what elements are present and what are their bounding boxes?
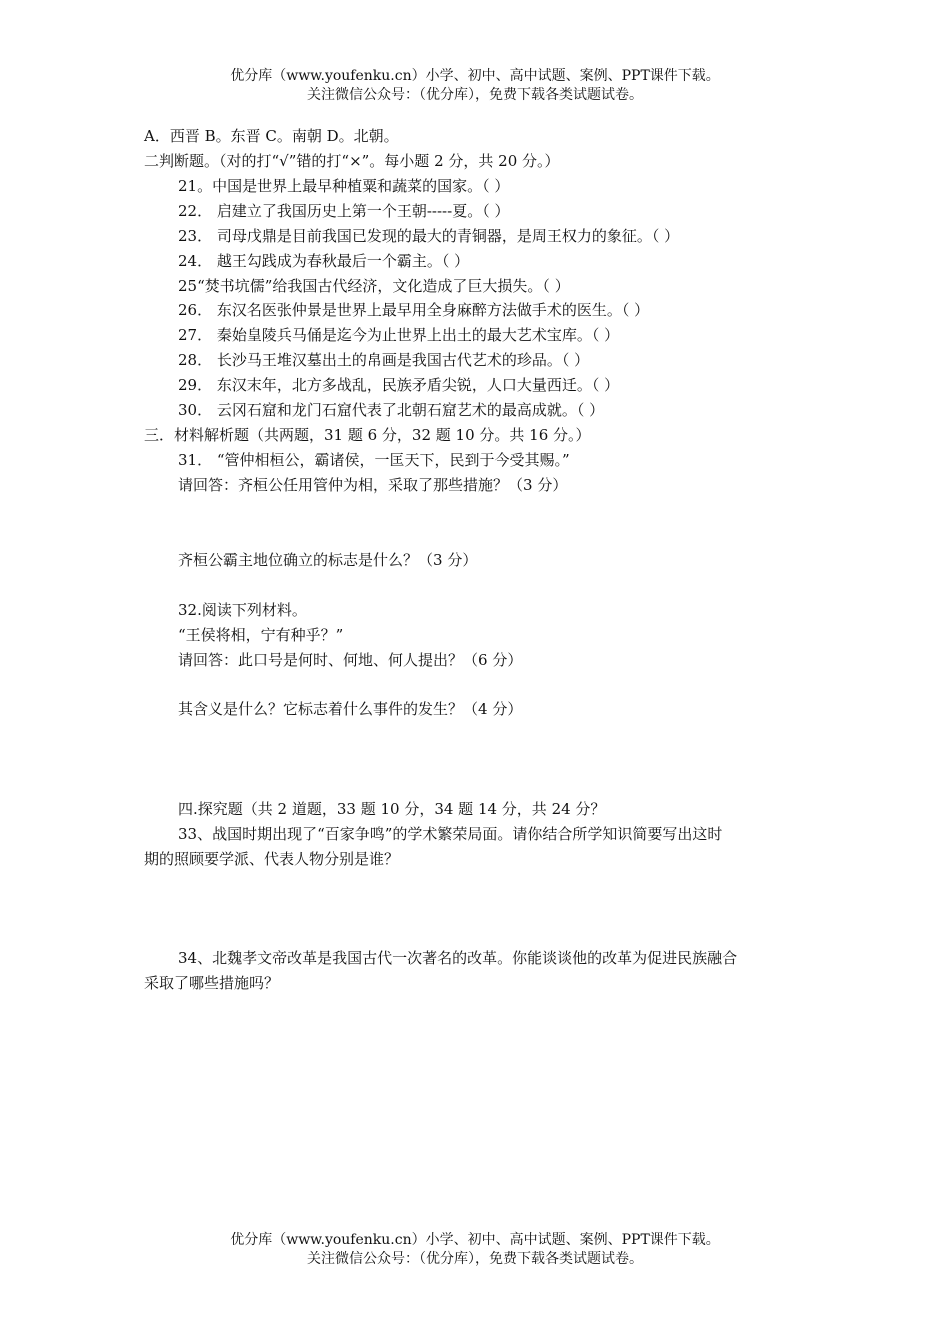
tf-question-21: 21。中国是世界上最早种植粟和蔬菜的国家。（ ） bbox=[178, 177, 510, 195]
footer-line-1: 优分库（www.youfenku.cn）小学、初中、高中试题、案例、PPT课件下载。 bbox=[230, 1232, 720, 1248]
section-3-title: 三．材料解析题（共两题，31 题 6 分，32 题 10 分。共 16 分。） bbox=[144, 426, 591, 444]
tf-question-26: 26． 东汉名医张仲景是世界上最早用全身麻醉方法做手术的医生。（ ） bbox=[178, 301, 650, 319]
q32-question-1: 请回答：此口号是何时、何地、何人提出？（6 分） bbox=[178, 651, 523, 669]
tf-question-24: 24． 越王勾践成为春秋最后一个霸主。（ ） bbox=[178, 252, 470, 270]
q33-line-1: 33、战国时期出现了“百家争鸣”的学术繁荣局面。请你结合所学知识简要写出这时 bbox=[178, 825, 723, 843]
tf-question-30: 30． 云冈石窟和龙门石窟代表了北朝石窟艺术的最高成就。（ ） bbox=[178, 401, 605, 419]
q32-quote: “王侯将相，宁有种乎？” bbox=[178, 626, 344, 644]
footer-line-2: 关注微信公众号：（优分库），免费下载各类试题试卷。 bbox=[307, 1251, 643, 1267]
tf-question-23: 23． 司母戊鼎是目前我国已发现的最大的青铜器，是周王权力的象征。（ ） bbox=[178, 227, 680, 245]
tf-question-29: 29． 东汉末年，北方多战乱，民族矛盾尖锐，人口大量西迁。（ ） bbox=[178, 376, 620, 394]
q32-intro: 32.阅读下列材料。 bbox=[178, 601, 307, 619]
tf-question-28: 28． 长沙马王堆汉墓出土的帛画是我国古代艺术的珍品。（ ） bbox=[178, 351, 590, 369]
q34-line-1: 34、北魏孝文帝改革是我国古代一次著名的改革。你能谈谈他的改革为促进民族融合 bbox=[178, 949, 738, 967]
section-4-title: 四.探究题（共 2 道题，33 题 10 分，34 题 14 分，共 24 分？ bbox=[178, 800, 606, 818]
tf-question-27: 27． 秦始皇陵兵马俑是迄今为止世界上出土的最大艺术宝库。（ ） bbox=[178, 326, 620, 344]
q31-quote: 31． “管仲相桓公，霸诸侯，一匡天下，民到于今受其赐。” bbox=[178, 451, 570, 469]
tf-question-25: 25“焚书坑儒”给我国古代经济，文化造成了巨大损失。（ ） bbox=[178, 277, 570, 295]
q34-line-2: 采取了哪些措施吗？ bbox=[144, 974, 280, 992]
q20-options: A．西晋 B。东晋 C。南朝 D。北朝。 bbox=[144, 127, 399, 145]
q32-question-2: 其含义是什么？它标志着什么事件的发生？（4 分） bbox=[178, 700, 523, 718]
section-2-title: 二判断题。（对的打“√”错的打“×”。每小题 2 分，共 20 分。） bbox=[144, 152, 560, 170]
header-line-1: 优分库（www.youfenku.cn）小学、初中、高中试题、案例、PPT课件下载。 bbox=[230, 68, 720, 84]
q31-question-2: 齐桓公霸主地位确立的标志是什么？（3 分） bbox=[178, 551, 478, 569]
tf-question-22: 22． 启建立了我国历史上第一个王朝-----夏。（ ） bbox=[178, 202, 510, 220]
header-line-2: 关注微信公众号：（优分库），免费下载各类试题试卷。 bbox=[307, 87, 643, 103]
q33-line-2: 期的照顾要学派、代表人物分别是谁？ bbox=[144, 850, 400, 868]
q31-question-1: 请回答：齐桓公任用管仲为相，采取了那些措施？（3 分） bbox=[178, 476, 568, 494]
